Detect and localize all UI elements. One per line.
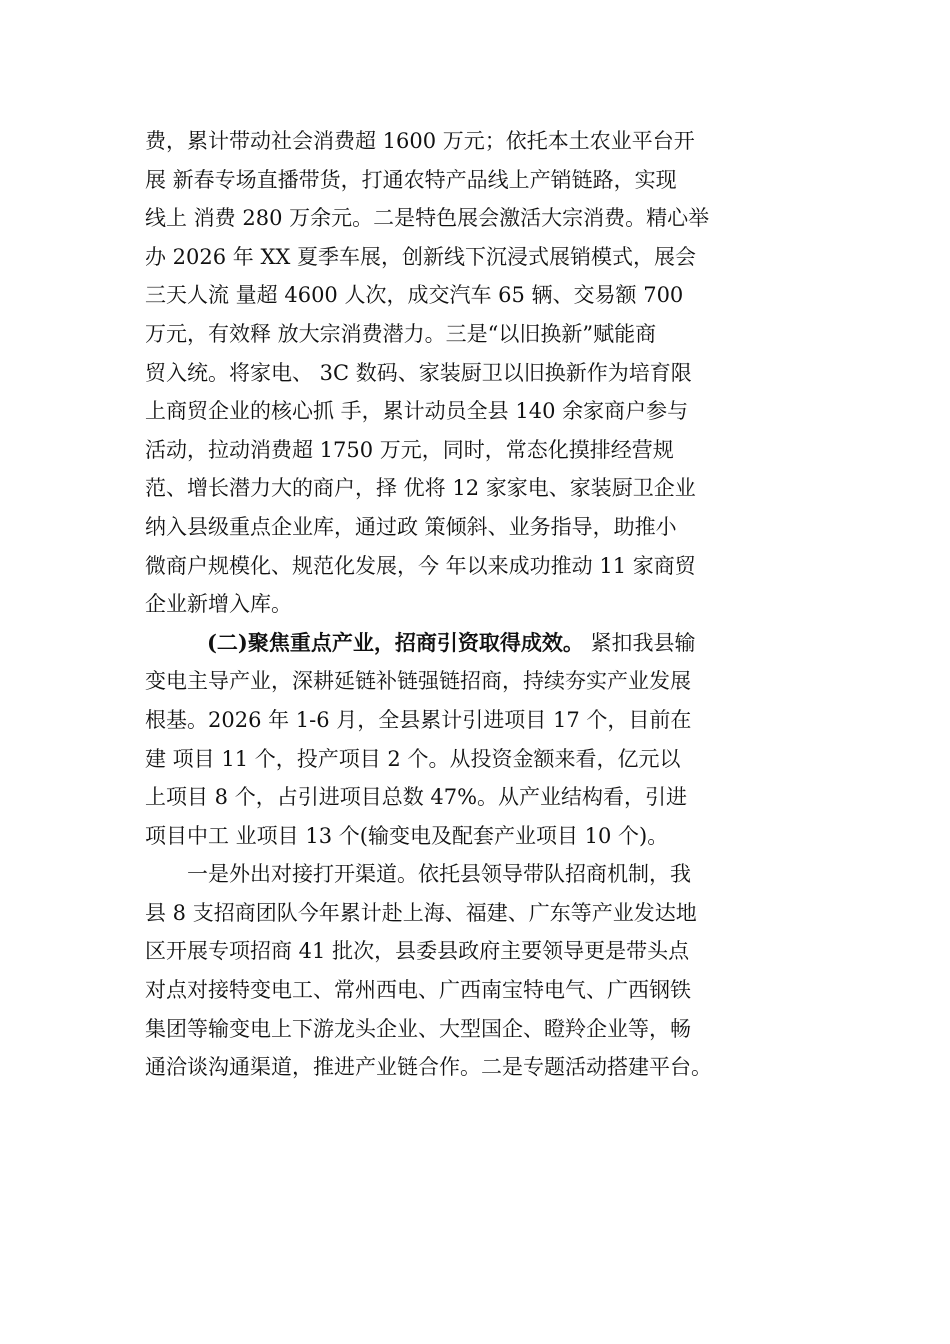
paragraph-line: 区开展专项招商 41 批次，县委县政府主要领导更是带头点	[145, 939, 690, 964]
paragraph-line: 三天人流 量超 4600 人次，成交汽车 65 辆、交易额 700	[145, 283, 684, 308]
paragraph-line: 上项目 8 个，占引进项目总数 47%。从产业结构看，引进	[145, 785, 688, 810]
paragraph-line: 企业新增入库。	[145, 592, 292, 617]
paragraph-line: 微商户规模化、规范化发展，今 年以来成功推动 11 家商贸	[145, 553, 696, 578]
paragraph-line: 范、增长潜力大的商户，择 优将 12 家家电、家装厨卫企业	[145, 476, 696, 501]
paragraph-line: 办 2026 年 XX 夏季车展，创新线下沉浸式展销模式，展会	[145, 244, 697, 269]
paragraph-line: 项目中工 业项目 13 个(输变电及配套产业项目 10 个)。	[145, 823, 669, 848]
section-heading-line	[145, 624, 810, 663]
paragraph-line: 贸入统。将家电、 3C 数码、家装厨卫以旧换新作为培育限	[145, 360, 692, 385]
section-heading-rest: 紧扣我县输	[583, 630, 696, 655]
paragraph-line: 通洽谈沟通渠道，推进产业链合作。二是专题活动搭建平台。	[145, 1055, 712, 1080]
paragraph-line: 一是外出对接打开渠道。依托县领导带队招商机制，我	[187, 862, 691, 887]
paragraph-line: 县 8 支招商团队今年累计赴上海、福建、广东等产业发达地	[145, 900, 697, 925]
paragraph-line: 建 项目 11 个，投产项目 2 个。从投资金额来看，亿元以	[145, 746, 681, 771]
section-heading: (二)聚焦重点产业，招商引资取得成效。	[207, 629, 584, 655]
paragraph-line: 上商贸企业的核心抓 手，累计动员全县 140 余家商户参与	[145, 399, 689, 424]
paragraph-line: 纳入县级重点企业库，通过政 策倾斜、业务指导，助推小	[145, 514, 677, 539]
paragraph-line: 费，累计带动社会消费超 1600 万元；依托本土农业平台开	[145, 129, 695, 153]
paragraph-line: 线上 消费 280 万余元。二是特色展会激活大宗消费。精心举	[145, 206, 710, 231]
document-body	[145, 122, 810, 1087]
paragraph-line: 活动，拉动消费超 1750 万元，同时，常态化摸排经营规	[145, 437, 674, 462]
paragraph-line: 变电主导产业，深耕延链补链强链招商，持续夯实产业发展	[145, 669, 691, 694]
paragraph-line: 集团等输变电上下游龙头企业、大型国企、瞪羚企业等，畅	[145, 1016, 691, 1041]
paragraph-line: 展 新春专场直播带货，打通农特产品线上产销链路，实现	[145, 167, 677, 192]
paragraph-line: 对点对接特变电工、常州西电、广西南宝特电气、广西钢铁	[145, 978, 691, 1003]
paragraph-line: 根基。2026 年 1-6 月，全县累计引进项目 17 个，目前在	[145, 707, 692, 732]
paragraph-line: 万元，有效释 放大宗消费潜力。三是“以旧换新”赋能商	[145, 321, 657, 346]
